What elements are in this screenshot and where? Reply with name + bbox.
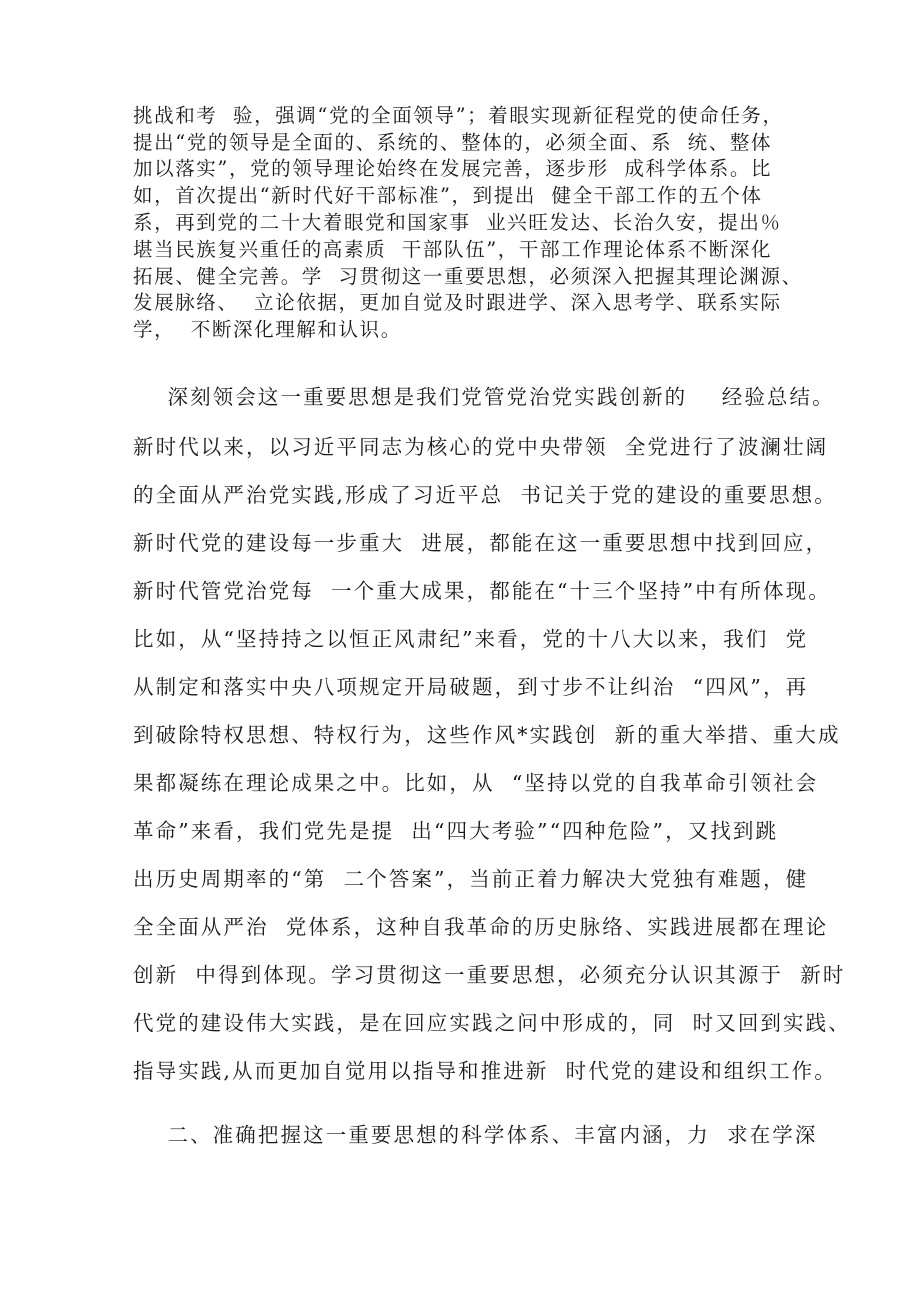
text-line: 从制定和落实中央八项规定开局破题，到寸步不让纠治 “四风”，再 [133, 675, 809, 699]
text-line: 出历史周期率的“第 二个答案”，当前正着力解决大党独有难题，健 [133, 867, 809, 891]
text-line: 比如，从“坚持持之以恒正风肃纪”来看，党的十八大以来，我们 党 [133, 627, 809, 651]
text-line: 果都凝练在理论成果之中。比如，从 “坚持以党的自我革命引领社会 [133, 771, 819, 795]
text-line: 如，首次提出“新时代好干部标准”，到提出 健全干部工作的五个体 [133, 184, 763, 207]
text-line: 发展脉络、 立论依据，更加自觉及时跟进学、深入思考学、联系实际 [133, 291, 782, 314]
text-line: 学， 不断深化理解和认识。 [133, 318, 402, 341]
text-line: 深刻领会这一重要思想是我们党管党治党实践创新的 经验总结。 [133, 385, 835, 409]
text-line: 提出“党的领导是全面的、系统的、整体的，必须全面、系 统、整体 [133, 131, 773, 154]
text-line: 新时代以来，以习近平同志为核心的党中央带领 全党进行了波澜壮阔 [133, 435, 829, 459]
text-line: 新时代党的建设每一步重大 进展，都能在这一重要思想中找到回应， [133, 531, 829, 555]
text-line: 到破除特权思想、特权行为，这些作风*实践创 新的重大举措、重大成 [133, 723, 841, 747]
text-line: 全全面从严治 党体系，这种自我革命的历史脉络、实践进展都在理论 [133, 915, 829, 939]
text-line: 挑战和考 验，强调“党的全面领导”；着眼实现新征程党的使命任务， [133, 104, 784, 127]
section-heading-line: 二、准确把握这一重要思想的科学体系、丰富内涵，力 求在学深 [133, 1123, 818, 1147]
text-line: 革命”来看，我们党先是提 出“四大考验”“四种危险”，又找到跳 [133, 819, 779, 843]
text-line: 指导实践,从而更加自觉用以指导和推进新 时代党的建设和组织工作。 [133, 1059, 837, 1083]
text-line: 加以落实”，党的领导理论始终在发展完善，逐步形 成科学体系。比 [133, 157, 773, 180]
text-line: 堪当民族复兴重任的高素质 干部队伍”，干部工作理论体系不断深化 [133, 238, 773, 261]
text-line: 代党的建设伟大实践，是在回应实践之问中形成的，同 时又回到实践、 [133, 1011, 851, 1035]
text-line: 拓展、健全完善。学 习贯彻这一重要思想，必须深入把握其理论渊源、 [133, 265, 803, 288]
text-line: 的全面从严治党实践,形成了习近平总 书记关于党的建设的重要思想。 [133, 483, 837, 507]
text-line: 新时代管党治党每 一个重大成果，都能在“十三个坚持”中有所体现。 [133, 579, 831, 603]
text-line: 系，再到党的二十大着眼党和国家事 业兴旺发达、长治久安，提出％ [133, 211, 782, 234]
text-line: 创新 中得到体现。学习贯彻这一重要思想，必须充分认识其源于 新时 [133, 963, 846, 987]
